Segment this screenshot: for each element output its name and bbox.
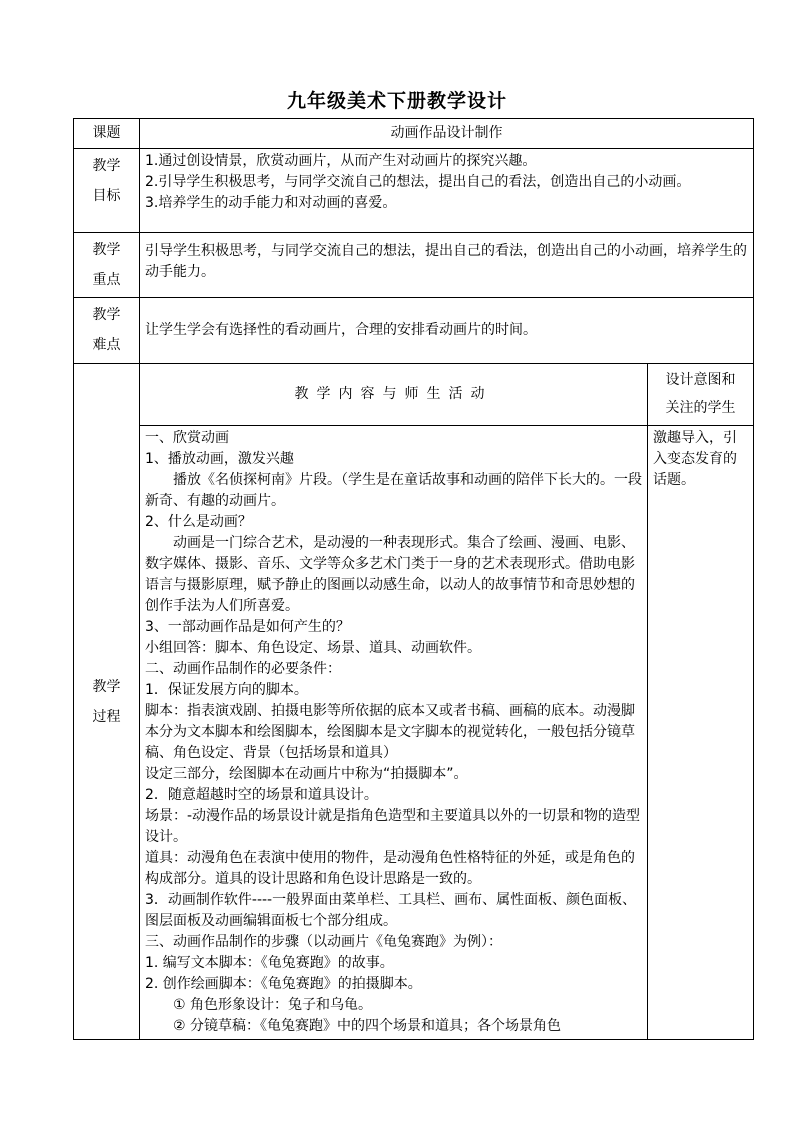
process-line: 1. 编写文本脚本：《龟兔赛跑》的故事。 (145, 955, 394, 971)
topic-value: 动画作品设计制作 (140, 119, 754, 149)
difficulties-content: 让学生学会有选择性的看动画片，合理的安排看动画片的时间。 (140, 298, 754, 364)
row-process-header (74, 364, 754, 426)
process-line: 2. 创作绘画脚本：《龟兔赛跑》的拍摄脚本。 (145, 976, 422, 992)
process-line: 设定三部分，绘图脚本在动画片中称为“拍摄脚本”。 (145, 766, 468, 782)
process-line: 二、动画作品制作的必要条件： (145, 661, 341, 677)
lesson-plan-table (73, 118, 754, 1040)
process-label-line-2: 过程 (92, 708, 121, 725)
process-line: 动画是一门综合艺术，是动漫的一种表现形式。集合了绘画、漫画、电影、数字媒体、摄影、音乐、文学等众多艺术门类于一身的艺术表现形式。借助电影语言与摄影原理，赋予静止的图画以动感生命，以动人的故事情节和奇思妙想的创作手法为人们所喜爱。 (145, 535, 635, 614)
process-line: ② 分镜草稿：《龟兔赛跑》中的四个场景和道具；各个场景角色 (173, 1018, 561, 1034)
goals-label-line-1: 教学 (92, 158, 121, 174)
key-points-content: 引导学生积极思考，与同学交流自己的想法，提出自己的看法，创造出自己的小动画，培养学生的动手能力。 (140, 233, 754, 298)
goals-content (140, 149, 754, 233)
process-line: 场景：-动漫作品的场景设计就是指角色造型和主要道具以外的一切景和物的造型设计。 (145, 808, 641, 845)
process-line: 道具：动漫角色在表演中使用的物件，是动漫角色性格特征的外延，或是角色的构成部分。道具的设计思路和角色设计思路是一致的。 (145, 850, 635, 887)
process-line: 2．随意超越时空的场景和道具设计。 (145, 787, 378, 803)
content-header: 教学内容与师生活动 (140, 364, 648, 426)
process-line: 播放《名侦探柯南》片段。（学生是在童话故事和动画的陪伴下长大的。一段新奇、有趣的动画片。 (145, 472, 642, 509)
topic-label: 课题 (74, 119, 140, 149)
key-points-label-line-2: 重点 (92, 272, 121, 288)
goals-label (74, 149, 140, 233)
difficulties-label-line-1: 教学 (92, 307, 121, 323)
process-label (74, 364, 140, 1040)
difficulties-label (74, 298, 140, 364)
process-line: 1、播放动画，激发兴趣 (145, 451, 294, 467)
process-line: 小组回答：脚本、角色设定、场景、道具、动画软件。 (145, 640, 481, 656)
row-key-points (74, 233, 754, 298)
process-line: ① 角色形象设计：兔子和乌龟。 (173, 997, 373, 1013)
process-line: 三、动画作品制作的步骤（以动画片《龟兔赛跑》为例）： (145, 934, 502, 950)
process-label-line-1: 教学 (92, 678, 121, 695)
row-goals (74, 149, 754, 233)
row-process-body (74, 426, 754, 1040)
process-line: 3．动画制作软件----一般界面由菜单栏、工具栏、画布、属性面板、颜色面板、图层面板及动画编辑面板七个部分组成。 (145, 892, 637, 929)
process-line: 1．保证发展方向的脚本。 (145, 682, 308, 698)
goal-item: 1.通过创设情景，欣赏动画片，从而产生对动画片的探究兴趣。 (145, 153, 537, 169)
process-line: 2、什么是动画？ (145, 514, 252, 530)
difficulties-label-line-2: 难点 (92, 337, 121, 353)
goal-item: 2.引导学生积极思考，与同学交流自己的想法，提出自己的看法，创造出自己的小动画。 (145, 174, 691, 190)
intent-content: 激趣导入，引入变态发育的话题。 (648, 426, 754, 1040)
process-line: 3、一部动画作品是如何产生的？ (145, 619, 350, 635)
row-topic (74, 119, 754, 149)
intent-header-line-1: 设计意图和 (665, 372, 736, 388)
goals-label-line-2: 目标 (92, 188, 121, 204)
goal-item: 3.培养学生的动手能力和对动画的喜爱。 (145, 195, 397, 211)
process-line: 一、欣赏动画 (145, 430, 229, 446)
document-title: 九年级美术下册教学设计 (286, 90, 507, 112)
intent-header (648, 364, 754, 426)
process-line: 脚本：指表演戏剧、拍摄电影等所依据的底本又或者书稿、画稿的底本。动漫脚本分为文本脚本和绘图脚本，绘图脚本是文字脚本的视觉转化，一般包括分镜草稿、角色设定、背景（包括场景和道具） (145, 703, 635, 761)
key-points-label (74, 233, 140, 298)
intent-header-line-2: 关注的学生 (665, 400, 736, 416)
key-points-label-line-1: 教学 (92, 242, 121, 258)
row-difficulties (74, 298, 754, 364)
process-content (140, 426, 648, 1040)
